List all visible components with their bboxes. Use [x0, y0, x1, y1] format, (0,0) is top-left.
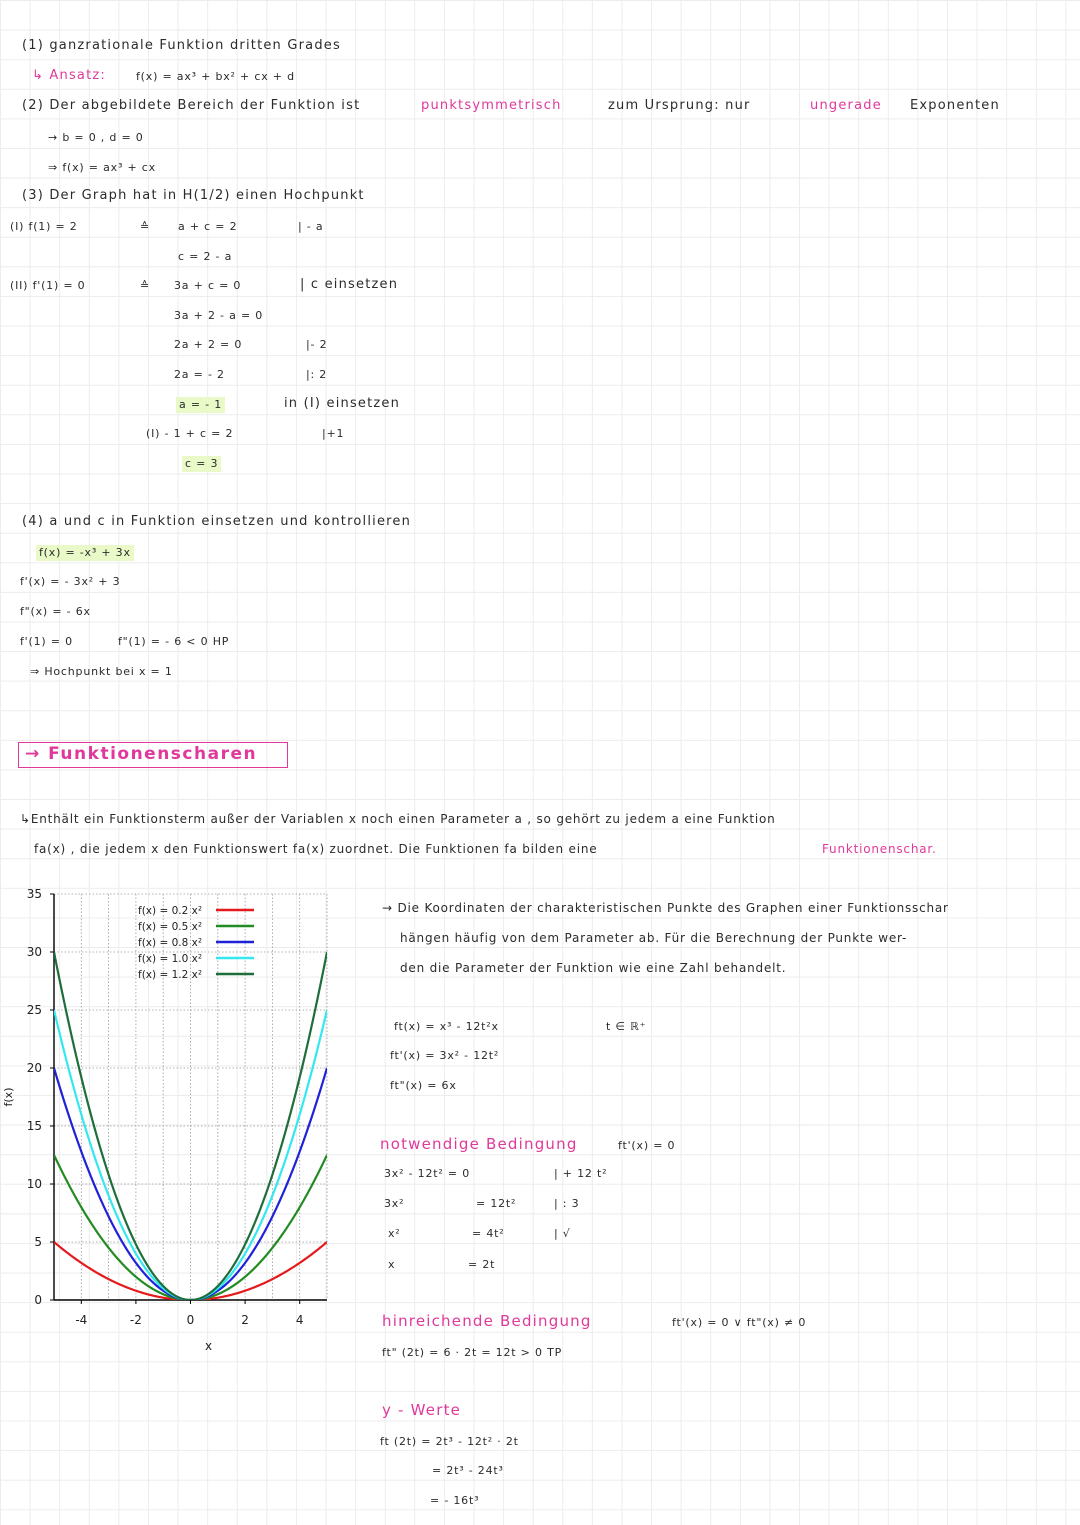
- eq-I-rhs: a + c = 2: [178, 220, 238, 233]
- note-line-5: ⇒ f(x) = ax³ + cx: [48, 161, 156, 174]
- y-tick-label: 35: [26, 887, 42, 901]
- eq-I-corresponds: ≙: [140, 220, 151, 233]
- y-tick-label: 15: [26, 1119, 42, 1133]
- legend-label: f(x) = 0.8 x²: [138, 937, 203, 949]
- x-tick-label: -4: [75, 1313, 88, 1327]
- legend-label: f(x) = 1.2 x²: [138, 969, 203, 981]
- eq-2a: 2a = - 2: [174, 368, 225, 381]
- eq-c-solved: c = 2 - a: [178, 250, 233, 263]
- solve-step-2-lhs: 3x²: [384, 1197, 405, 1210]
- parabola-chart: [0, 880, 340, 1350]
- check-second: f"(1) = - 6 < 0 HP: [118, 635, 230, 648]
- eq-II: (II) f'(1) = 0: [10, 279, 86, 292]
- sufficient-condition-title: hinreichende Bedingung: [382, 1312, 592, 1330]
- eq-II-corresponds: ≙: [140, 279, 151, 292]
- ansatz-formula: f(x) = ax³ + bx² + cx + d: [136, 70, 295, 83]
- x-axis-label: x: [204, 1339, 213, 1350]
- solve-step-1: 3x² - 12t² = 0: [384, 1167, 471, 1180]
- y-tick-label: 20: [26, 1061, 42, 1075]
- legend-label: f(x) = 0.5 x²: [138, 921, 203, 933]
- solve-step-3-op: | √: [554, 1227, 571, 1240]
- eq-a-result: a = - 1: [176, 397, 225, 413]
- eq-a-insert: in (I) einsetzen: [284, 396, 401, 411]
- note-line-1: (1) ganzrationale Funktion dritten Grades: [22, 38, 341, 53]
- family-function: ft(x) = x³ - 12t²x: [394, 1020, 499, 1033]
- note-line-3c: zum Ursprung: nur: [608, 98, 751, 113]
- y-value-step-2: = 2t³ - 24t³: [432, 1464, 504, 1477]
- y-tick-label: 0: [34, 1293, 42, 1307]
- note-line-3a: (2) Der abgebildete Bereich der Funktion ist: [22, 98, 361, 113]
- note-line-3d: ungerade: [810, 98, 882, 113]
- family-first-derivative: ft'(x) = 3x² - 12t²: [390, 1049, 500, 1062]
- y-value-step-3: = - 16t³: [430, 1494, 480, 1507]
- sufficient-condition-formula: ft'(x) = 0 ∨ ft"(x) ≠ 0: [672, 1316, 807, 1329]
- remark-line-3: den die Parameter der Funktion wie eine Zahl behandelt.: [400, 961, 787, 975]
- chart-legend: [138, 905, 254, 981]
- x-tick-label: 0: [186, 1313, 195, 1327]
- necessary-condition-title: notwendige Bedingung: [380, 1135, 578, 1153]
- note-line-3b: punktsymmetrisch: [421, 98, 562, 113]
- maximum-conclusion: ⇒ Hochpunkt bei x = 1: [30, 665, 173, 678]
- legend-label: f(x) = 0.2 x²: [138, 905, 203, 917]
- x-tick-label: 2: [241, 1313, 249, 1327]
- note-line-3e: Exponenten: [910, 98, 1000, 113]
- legend-label: f(x) = 1.0 x²: [138, 953, 203, 965]
- eq-I-insert-step: |+1: [322, 427, 345, 440]
- eq-I-insert: (I) - 1 + c = 2: [146, 427, 234, 440]
- eq-c-result: c = 3: [182, 456, 221, 472]
- final-function: f(x) = -x³ + 3x: [36, 545, 134, 561]
- y-tick-label: 5: [34, 1235, 42, 1249]
- solve-step-4-lhs: x: [388, 1258, 396, 1271]
- solve-step-1-op: | + 12 t²: [554, 1167, 608, 1180]
- first-derivative: f'(x) = - 3x² + 3: [20, 575, 121, 588]
- eq-I: (I) f(1) = 2: [10, 220, 78, 233]
- remark-line-1: → Die Koordinaten der charakteristischen Punkte des Graphen einer Funktionsschar: [382, 901, 949, 915]
- solve-step-4-rhs: = 2t: [468, 1258, 496, 1271]
- eq-II-rhs: 3a + c = 0: [174, 279, 242, 292]
- solve-step-3-rhs: = 4t²: [472, 1227, 505, 1240]
- note-line-16: (4) a und c in Funktion einsetzen und kontrollieren: [22, 514, 412, 529]
- eq-simplified-step: |- 2: [306, 338, 328, 351]
- sufficient-check: ft" (2t) = 6 · 2t = 12t > 0 TP: [382, 1346, 563, 1359]
- series-line: [54, 1242, 327, 1300]
- eq-simplified: 2a + 2 = 0: [174, 338, 243, 351]
- eq-I-step: | - a: [298, 220, 324, 233]
- solve-step-3-lhs: x²: [388, 1227, 401, 1240]
- second-derivative: f"(x) = - 6x: [20, 605, 91, 618]
- ansatz-label: ↳ Ansatz:: [32, 68, 106, 83]
- section-heading: → Funktionenscharen: [18, 742, 288, 768]
- y-tick-label: 25: [26, 1003, 42, 1017]
- y-tick-label: 30: [26, 945, 42, 959]
- eq-substituted: 3a + 2 - a = 0: [174, 309, 264, 322]
- series-line: [54, 1010, 327, 1300]
- eq-II-step: | c einsetzen: [300, 277, 399, 292]
- definition-term: Funktionenschar.: [822, 842, 937, 856]
- definition-line-1: ↳Enthält ein Funktionsterm außer der Variablen x noch einen Parameter a , so gehört zu jedem a eine Funktion: [20, 812, 776, 826]
- note-line-4: → b = 0 , d = 0: [48, 131, 144, 144]
- y-values-title: y - Werte: [382, 1401, 462, 1419]
- check-first: f'(1) = 0: [20, 635, 73, 648]
- x-tick-label: 4: [295, 1313, 304, 1327]
- x-tick-label: -2: [129, 1313, 142, 1327]
- eq-2a-step: |: 2: [306, 368, 328, 381]
- y-tick-label: 10: [26, 1177, 42, 1191]
- family-second-derivative: ft"(x) = 6x: [390, 1079, 457, 1092]
- y-value-step-1: ft (2t) = 2t³ - 12t² · 2t: [380, 1435, 519, 1448]
- parameter-domain: t ∈ ℝ⁺: [606, 1020, 647, 1033]
- solve-step-2-op: | : 3: [554, 1197, 580, 1210]
- y-axis-label: f(x): [2, 1087, 15, 1107]
- definition-line-2: fa(x) , die jedem x den Funktionswert fa(x) zuordnet. Die Funktionen fa bilden eine: [34, 842, 598, 856]
- necessary-condition-formula: ft'(x) = 0: [618, 1139, 676, 1152]
- note-line-6: (3) Der Graph hat in H(1/2) einen Hochpunkt: [22, 188, 365, 203]
- remark-line-2: hängen häufig von dem Parameter ab. Für die Berechnung der Punkte wer-: [400, 931, 908, 945]
- solve-step-2-rhs: = 12t²: [476, 1197, 517, 1210]
